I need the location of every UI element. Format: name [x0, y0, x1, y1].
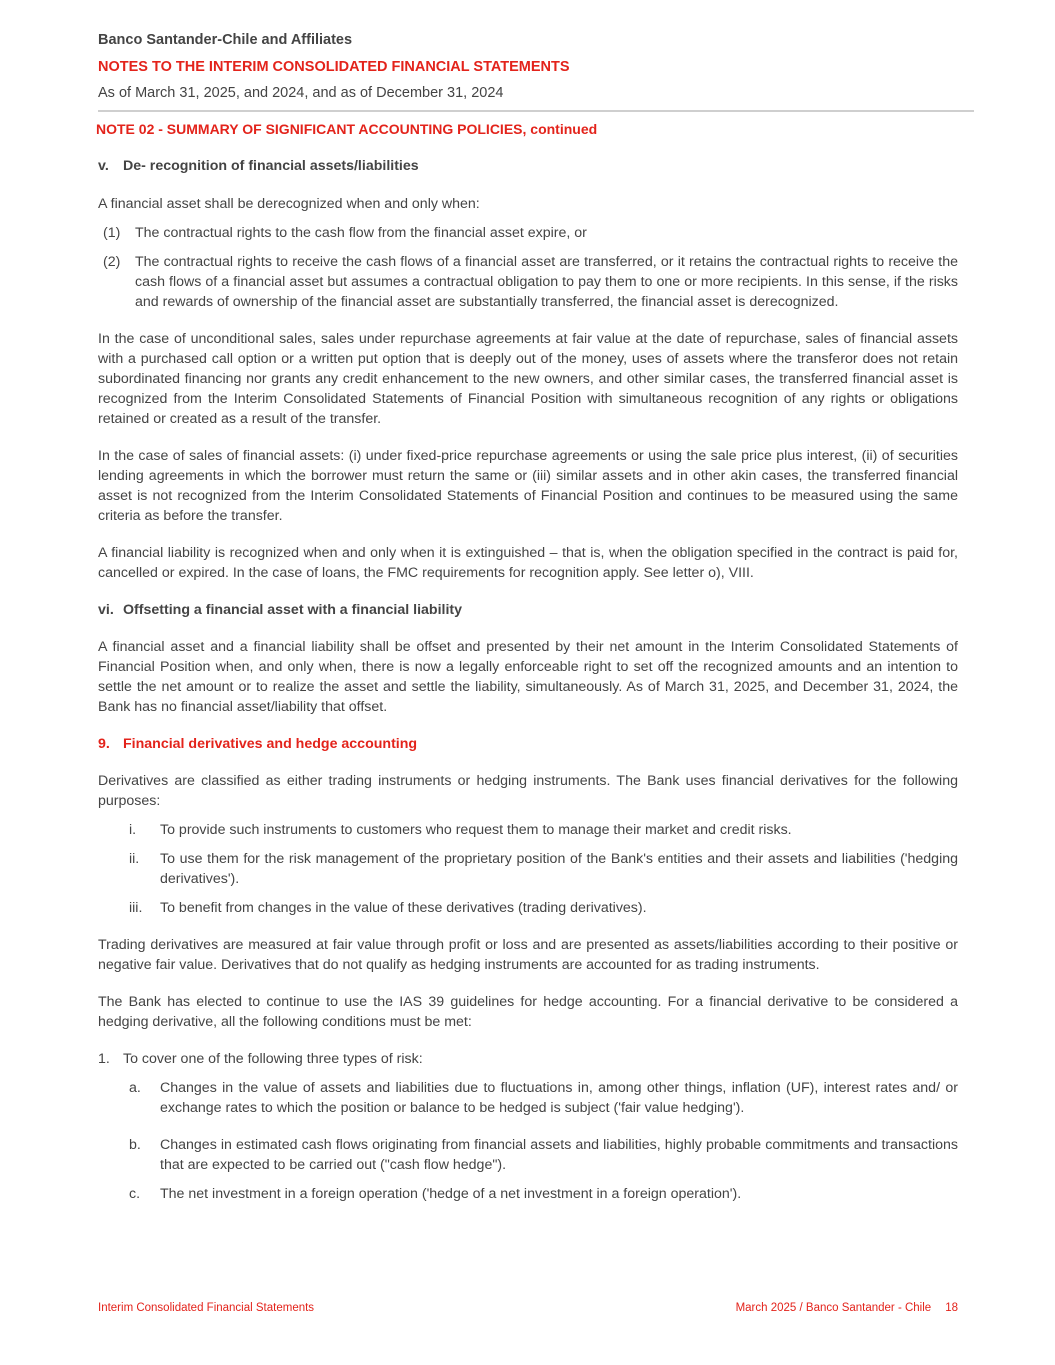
paragraph: In the case of unconditional sales, sales under repurchase agreements at fair value at the date of repurchase, sales of financial assets with a purchased call option or a written put option that is deeply out of the money, uses of assets where the transferor does not retain subordinated financing nor grants any credit enhancement to the new owners, and other similar cases, the transferred financial asset is recognized from the Interim Consolidated Statements of Financial Position with simultaneous recognition of any rights or obligations retained or created as a result of the transfer.: [98, 331, 958, 427]
list-item: [98, 252, 958, 312]
company-name: Banco Santander-Chile and Affiliates: [98, 32, 353, 48]
list-item-number: a.: [129, 1080, 141, 1096]
section-vi-heading: [98, 600, 958, 620]
list-item-text: To provide such instruments to customers who request them to manage their market and credit risks.: [160, 822, 792, 838]
section-9-title: Financial derivatives and hedge accounting: [123, 736, 418, 752]
footer-left: Interim Consolidated Financial Statements: [98, 1302, 315, 1314]
section-9-label: 9.: [98, 736, 110, 752]
paragraph: A financial liability is recognized when and only when it is extinguished – that is, when the obligation specified in the contract is paid for, cancelled or expired. In the case of loans, the FMC requirements for recognition apply. See letter o), VIII.: [98, 545, 958, 581]
as-of-date: As of March 31, 2025, and 2024, and as of December 31, 2024: [98, 85, 504, 101]
paragraph: Trading derivatives are measured at fair value through profit or loss and are presented as assets/liabilities according to their positive or negative fair value. Derivatives that do not qualify as hedging instruments are accounted for as trading instruments.: [98, 937, 958, 973]
list-item-number: (1): [103, 225, 121, 241]
section-v-heading: [98, 156, 958, 180]
document-body: [98, 156, 958, 1204]
paragraph: A financial asset and a financial liability shall be offset and presented by their net amount in the Interim Consolidated Statements of Financial Position when, and only when, there is now a legally enforceable right to set off the recognized amounts and an intention to settle the net amount or to realize the asset and settle the liability, simultaneously. As of March 31, 2025, and December 31, 2024, the Bank has no financial asset/liability that offset.: [98, 639, 958, 715]
paragraph: The Bank has elected to continue to use the IAS 39 guidelines for hedge accounting. For a financial derivative to be considered a hedging derivative, all the following conditions must be met:: [98, 994, 958, 1030]
section-v-intro: A financial asset shall be derecognized when and only when:: [98, 196, 480, 212]
list-item: [98, 1184, 958, 1204]
section-v-label: v.: [98, 158, 109, 174]
header-divider: [98, 110, 974, 112]
paragraph: In the case of sales of financial assets: (i) under fixed-price repurchase agreements or using the sale price plus interest, (ii) of securities lending agreements in which the borrower must return the same or (iii) similar assets and in other akin cases, the transferred financial asset is not recognized from the Interim Consolidated Statements of Financial Position and continues to be measured using the same criteria as before the transfer.: [98, 448, 958, 524]
list-item-text: Changes in estimated cash flows originating from financial assets and liabilities, highly probable commitments and transactions that are expected to be carried out ("cash flow hedge").: [160, 1137, 958, 1173]
list-item: [98, 849, 958, 889]
list-item-text: To use them for the risk management of the proprietary position of the Bank's entities and their assets and liabilities ('hedging derivatives').: [160, 851, 958, 887]
section-v-title: De- recognition of financial assets/liabilities: [123, 158, 419, 174]
footer-date-bank: March 2025 / Banco Santander - Chile: [735, 1302, 932, 1314]
section-vi-label: vi.: [98, 602, 114, 618]
list-item-number: 1.: [98, 1051, 110, 1067]
list-item: [98, 820, 958, 840]
list-item: [98, 1049, 958, 1069]
section-vi-title: Offsetting a financial asset with a financial liability: [123, 602, 463, 618]
section-9-heading: [98, 734, 958, 754]
list-item-text: Changes in the value of assets and liabilities due to fluctuations in, among other things, inflation (UF), interest rates and/ or exchange rates to which the position or balance to be hedged is subject ('fair value hedging').: [160, 1080, 958, 1116]
list-item-number: b.: [129, 1137, 141, 1153]
list-item: [98, 1135, 958, 1175]
list-item: [98, 898, 958, 918]
list-item-text: The contractual rights to the cash flow from the financial asset expire, or: [135, 225, 587, 241]
note-heading: NOTE 02 - SUMMARY OF SIGNIFICANT ACCOUNTING POLICIES, continued: [96, 121, 598, 137]
notes-title: NOTES TO THE INTERIM CONSOLIDATED FINANCIAL STATEMENTS: [98, 59, 570, 75]
list-item-text: To cover one of the following three types of risk:: [123, 1051, 423, 1067]
footer-right: [736, 1302, 958, 1314]
list-item-number: c.: [129, 1186, 141, 1202]
page-header: [98, 30, 958, 103]
page-number: 18: [945, 1302, 958, 1314]
list-item-number: iii.: [129, 900, 143, 916]
list-item-number: ii.: [129, 851, 140, 867]
list-item: [98, 223, 958, 243]
list-item-text: The contractual rights to receive the cash flows of a financial asset are transferred, or it retains the contractual rights to receive the cash flows of a financial asset but assumes a contractual obligation to pay them to one or more recipients. In this sense, if the risks and rewards of ownership of the financial asset are substantially transferred, the financial asset is derecognized.: [135, 254, 958, 310]
list-item-text: The net investment in a foreign operation ('hedge of a net investment in a foreign operation').: [160, 1186, 742, 1202]
list-item-number: (2): [103, 254, 121, 270]
list-item-number: i.: [129, 822, 137, 838]
paragraph: Derivatives are classified as either trading instruments or hedging instruments. The Bank uses financial derivatives for the following purposes:: [98, 773, 958, 809]
list-item: [98, 1078, 958, 1118]
list-item-text: To benefit from changes in the value of these derivatives (trading derivatives).: [160, 900, 647, 916]
